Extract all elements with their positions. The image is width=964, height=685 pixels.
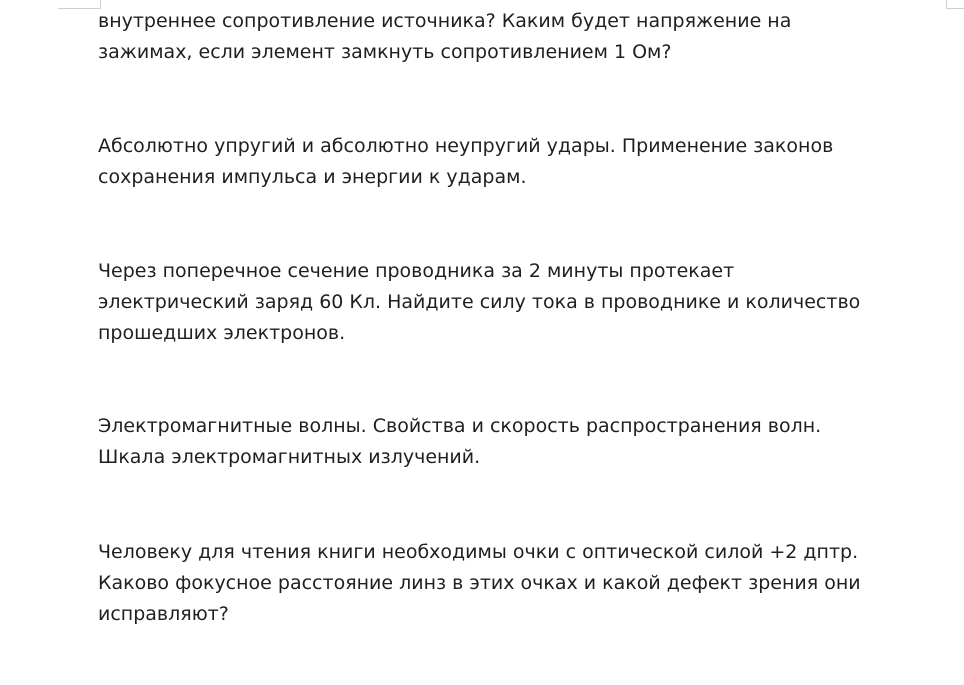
page-corner-mark-right bbox=[946, 0, 964, 9]
paragraph-4-line-1: Электромагнитные волны. Свойства и скорость распространения волн. bbox=[98, 415, 822, 437]
paragraph-3-line-2: электрический заряд 60 Кл. Найдите силу тока в проводнике и количество bbox=[98, 291, 861, 313]
paragraph-5-line-2: Каково фокусное расстояние линз в этих очках и какой дефект зрения они bbox=[98, 572, 861, 594]
paragraph-1 bbox=[98, 6, 948, 68]
paragraph-4-line-2: Шкала электромагнитных излучений. bbox=[98, 446, 481, 468]
paragraph-3 bbox=[98, 256, 948, 349]
paragraph-2-line-1: Абсолютно упругий и абсолютно неупругий удары. Применение законов bbox=[98, 135, 834, 157]
paragraph-1-line-1: внутреннее сопротивление источника? Каким будет напряжение на bbox=[98, 10, 792, 32]
paragraph-3-line-3: прошедших электронов. bbox=[98, 322, 346, 344]
page-corner-mark-left bbox=[58, 0, 101, 9]
paragraph-1-line-2: зажимах, если элемент замкнуть сопротивлением 1 Ом? bbox=[98, 41, 672, 63]
paragraph-2-line-2: сохранения импульса и энергии к ударам. bbox=[98, 166, 527, 188]
paragraph-5-line-1: Человеку для чтения книги необходимы очки с оптической силой +2 дптр. bbox=[98, 541, 859, 563]
paragraph-4 bbox=[98, 411, 948, 473]
paragraph-3-line-1: Через поперечное сечение проводника за 2 минуты протекает bbox=[98, 260, 735, 282]
paragraph-5-line-3: исправляют? bbox=[98, 603, 229, 625]
paragraph-5 bbox=[98, 537, 948, 630]
paragraph-2 bbox=[98, 131, 948, 193]
